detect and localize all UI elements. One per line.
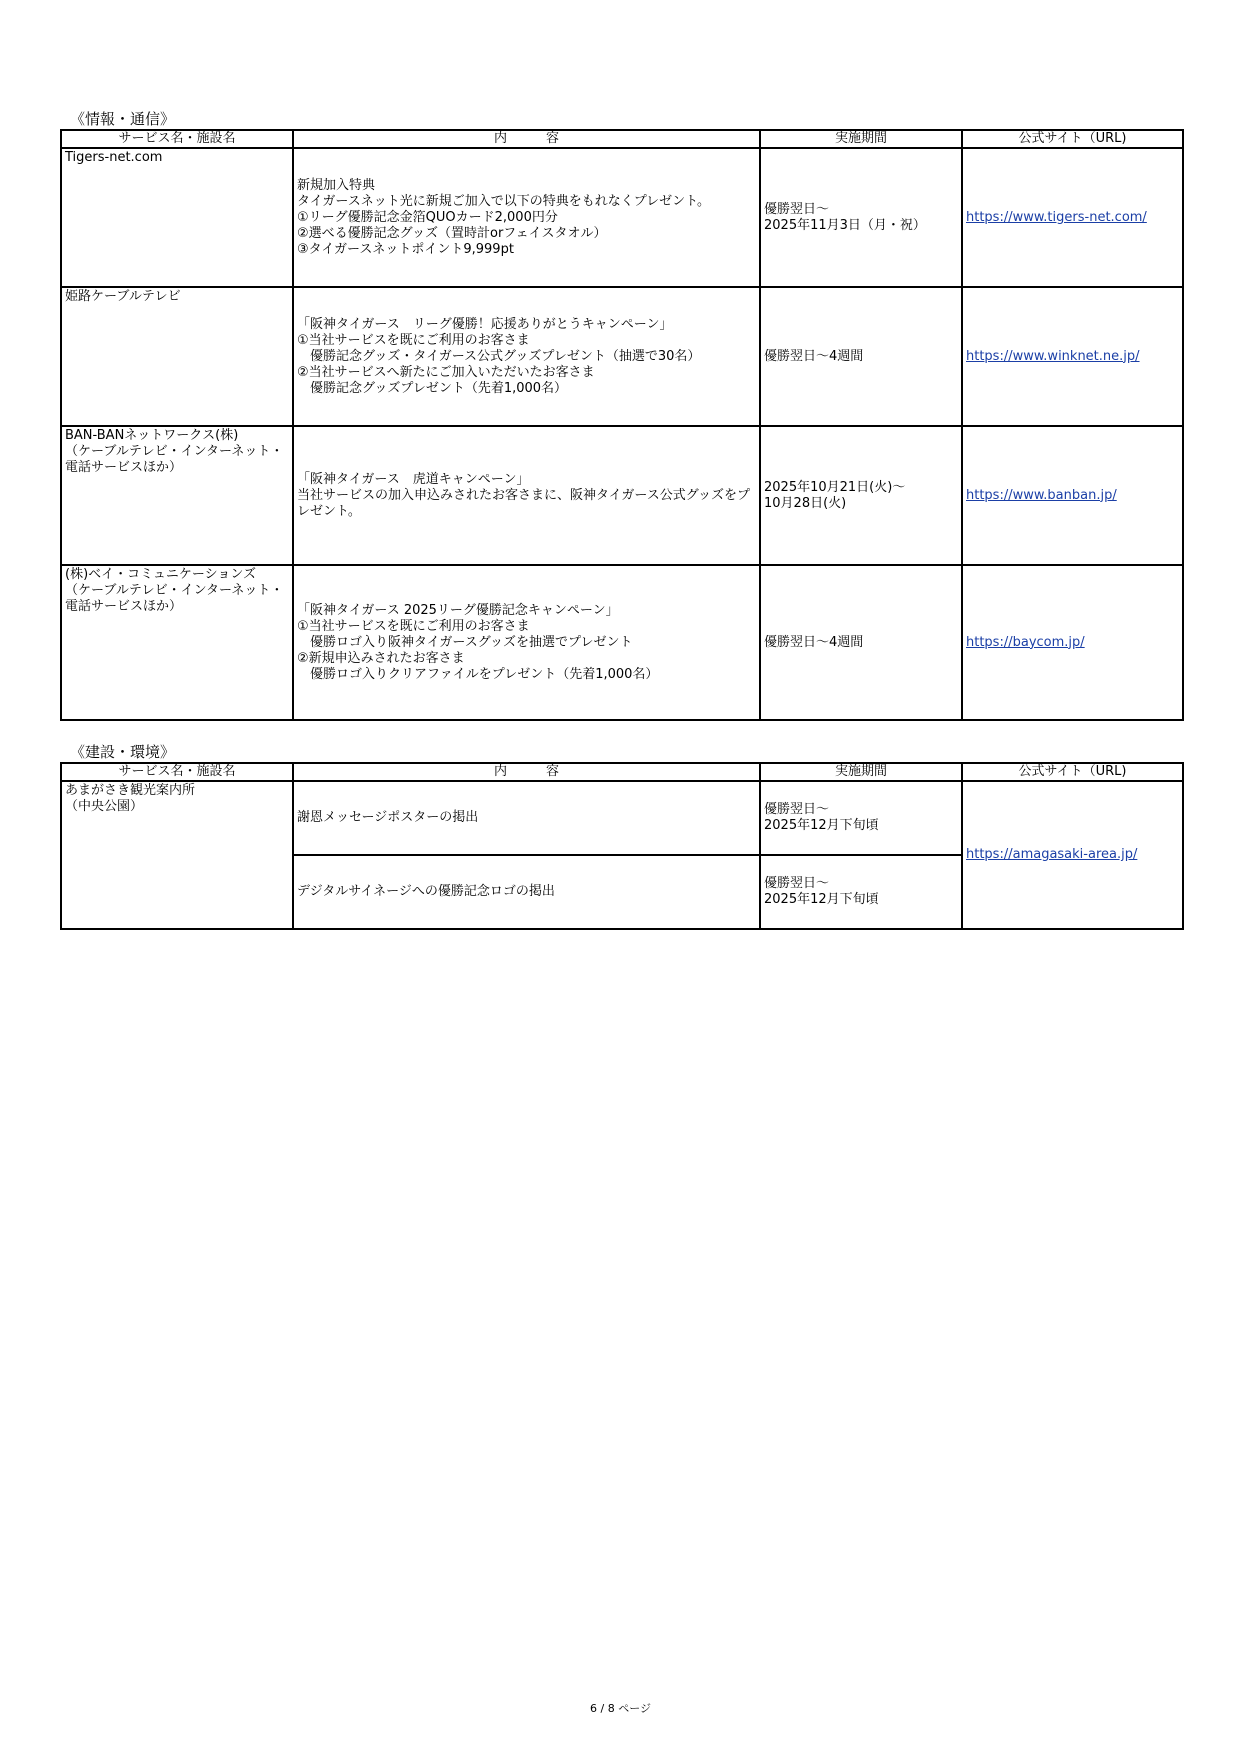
info-comm-table xyxy=(60,129,1184,721)
content-line: 「阪神タイガース 虎道キャンペーン」 xyxy=(297,471,530,487)
content-line: ①リーグ優勝記念金箔QUOカード2,000円分 xyxy=(297,209,558,225)
table-row xyxy=(61,565,1183,720)
period-line: 優勝翌日～4週間 xyxy=(764,348,864,364)
period-line: 優勝翌日～ xyxy=(764,876,830,891)
period-line: 2025年11月3日（月・祝） xyxy=(764,217,926,233)
service-name: Tigers-net.com xyxy=(65,150,163,165)
header-content: 内 容 xyxy=(293,130,760,148)
period-line: 優勝翌日～4週間 xyxy=(764,634,864,650)
service-description: （中央公園） xyxy=(65,799,144,814)
header-period: 実施期間 xyxy=(760,763,962,781)
header-period: 実施期間 xyxy=(760,130,962,148)
official-site-link[interactable]: https://www.winknet.ne.jp/ xyxy=(966,348,1140,364)
content-cell xyxy=(293,855,760,929)
header-service-name: サービス名・施設名 xyxy=(61,130,293,148)
period-line: 10月28日(火) xyxy=(764,495,847,511)
site-cell xyxy=(962,565,1183,720)
header-service-name: サービス名・施設名 xyxy=(61,763,293,781)
period-cell xyxy=(760,855,962,929)
content-line: ②当社サービスへ新たにご加入いただいたお客さま xyxy=(297,364,595,380)
content-line: 「阪神タイガース 2025リーグ優勝記念キャンペーン」 xyxy=(297,602,619,618)
table-row xyxy=(61,287,1183,426)
service-name: あまがさき観光案内所 xyxy=(65,783,196,798)
service-name-cell xyxy=(61,781,293,929)
site-cell xyxy=(962,148,1183,287)
content-cell xyxy=(293,781,760,855)
official-site-link[interactable]: https://amagasaki-area.jp/ xyxy=(966,847,1138,862)
content-line: ①当社サービスを既にご利用のお客さま xyxy=(297,332,530,348)
period-cell xyxy=(760,426,962,565)
service-name: 姫路ケーブルテレビ xyxy=(65,289,181,304)
section-title-info-comm: 《情報・通信》 xyxy=(70,110,176,128)
site-cell xyxy=(962,426,1183,565)
period-cell xyxy=(760,287,962,426)
content-line: 優勝ロゴ入り阪神タイガースグッズを抽選でプレゼント xyxy=(297,634,633,650)
content-line: 優勝記念グッズプレゼント（先着1,000名） xyxy=(297,380,568,396)
content-cell xyxy=(293,287,760,426)
table-row xyxy=(61,781,1183,855)
content-line: 新規加入特典 xyxy=(297,177,376,193)
content-line: 優勝記念グッズ・タイガース公式グッズプレゼント（抽選で30名） xyxy=(297,348,701,364)
service-name-cell xyxy=(61,148,293,287)
service-description: （ケーブルテレビ・インターネット・電話サービスほか） xyxy=(65,583,284,614)
table-header-row xyxy=(61,130,1183,148)
official-site-link[interactable]: https://www.tigers-net.com/ xyxy=(966,209,1147,225)
official-site-link[interactable]: https://baycom.jp/ xyxy=(966,634,1085,650)
header-content: 内 容 xyxy=(293,763,760,781)
page-footer: 6 / 8 ページ xyxy=(590,1702,651,1715)
content-line: 「阪神タイガース リーグ優勝！応援ありがとうキャンペーン」 xyxy=(297,316,673,332)
period-line: 2025年12月下旬頃 xyxy=(764,818,879,833)
period-line: 2025年12月下旬頃 xyxy=(764,892,879,907)
content-line: タイガースネット光に新規ご加入で以下の特典をもれなくプレゼント。 xyxy=(297,193,711,209)
table-header-row xyxy=(61,763,1183,781)
construction-env-table xyxy=(60,762,1184,930)
content-line: 当社サービスの加入申込みされたお客さまに、阪神タイガース公式グッズをプレゼント。 xyxy=(297,487,751,519)
period-cell xyxy=(760,781,962,855)
content-line: ②新規申込みされたお客さま xyxy=(297,650,465,666)
period-line: 2025年10月21日(火)～ xyxy=(764,479,906,495)
official-site-link[interactable]: https://www.banban.jp/ xyxy=(966,487,1117,503)
service-name-cell xyxy=(61,426,293,565)
content-line: 優勝ロゴ入りクリアファイルをプレゼント（先着1,000名） xyxy=(297,666,659,682)
table-row xyxy=(61,426,1183,565)
period-line: 優勝翌日～ xyxy=(764,201,830,217)
content-cell xyxy=(293,426,760,565)
content-line: ③タイガースネットポイント9,999pt xyxy=(297,241,514,257)
period-cell xyxy=(760,565,962,720)
service-description: （ケーブルテレビ・インターネット・電話サービスほか） xyxy=(65,444,284,475)
content-line: ①当社サービスを既にご利用のお客さま xyxy=(297,618,530,634)
service-name-cell xyxy=(61,287,293,426)
section-title-construction-env: 《建設・環境》 xyxy=(70,743,176,761)
content-line: 謝恩メッセージポスターの掲出 xyxy=(297,810,479,825)
service-name-cell xyxy=(61,565,293,720)
period-line: 優勝翌日～ xyxy=(764,802,830,817)
header-official-site: 公式サイト（URL) xyxy=(962,763,1183,781)
table-row xyxy=(61,148,1183,287)
content-cell xyxy=(293,565,760,720)
content-cell xyxy=(293,148,760,287)
header-official-site: 公式サイト（URL) xyxy=(962,130,1183,148)
service-name: (株)ベイ・コミュニケーションズ xyxy=(65,567,256,582)
site-cell xyxy=(962,287,1183,426)
service-name: BAN-BANネットワークス(株) xyxy=(65,428,239,443)
site-cell xyxy=(962,781,1183,929)
period-cell xyxy=(760,148,962,287)
content-line: デジタルサイネージへの優勝記念ロゴの掲出 xyxy=(297,884,555,899)
content-line: ②選べる優勝記念グッズ（置時計orフェイスタオル） xyxy=(297,225,607,241)
